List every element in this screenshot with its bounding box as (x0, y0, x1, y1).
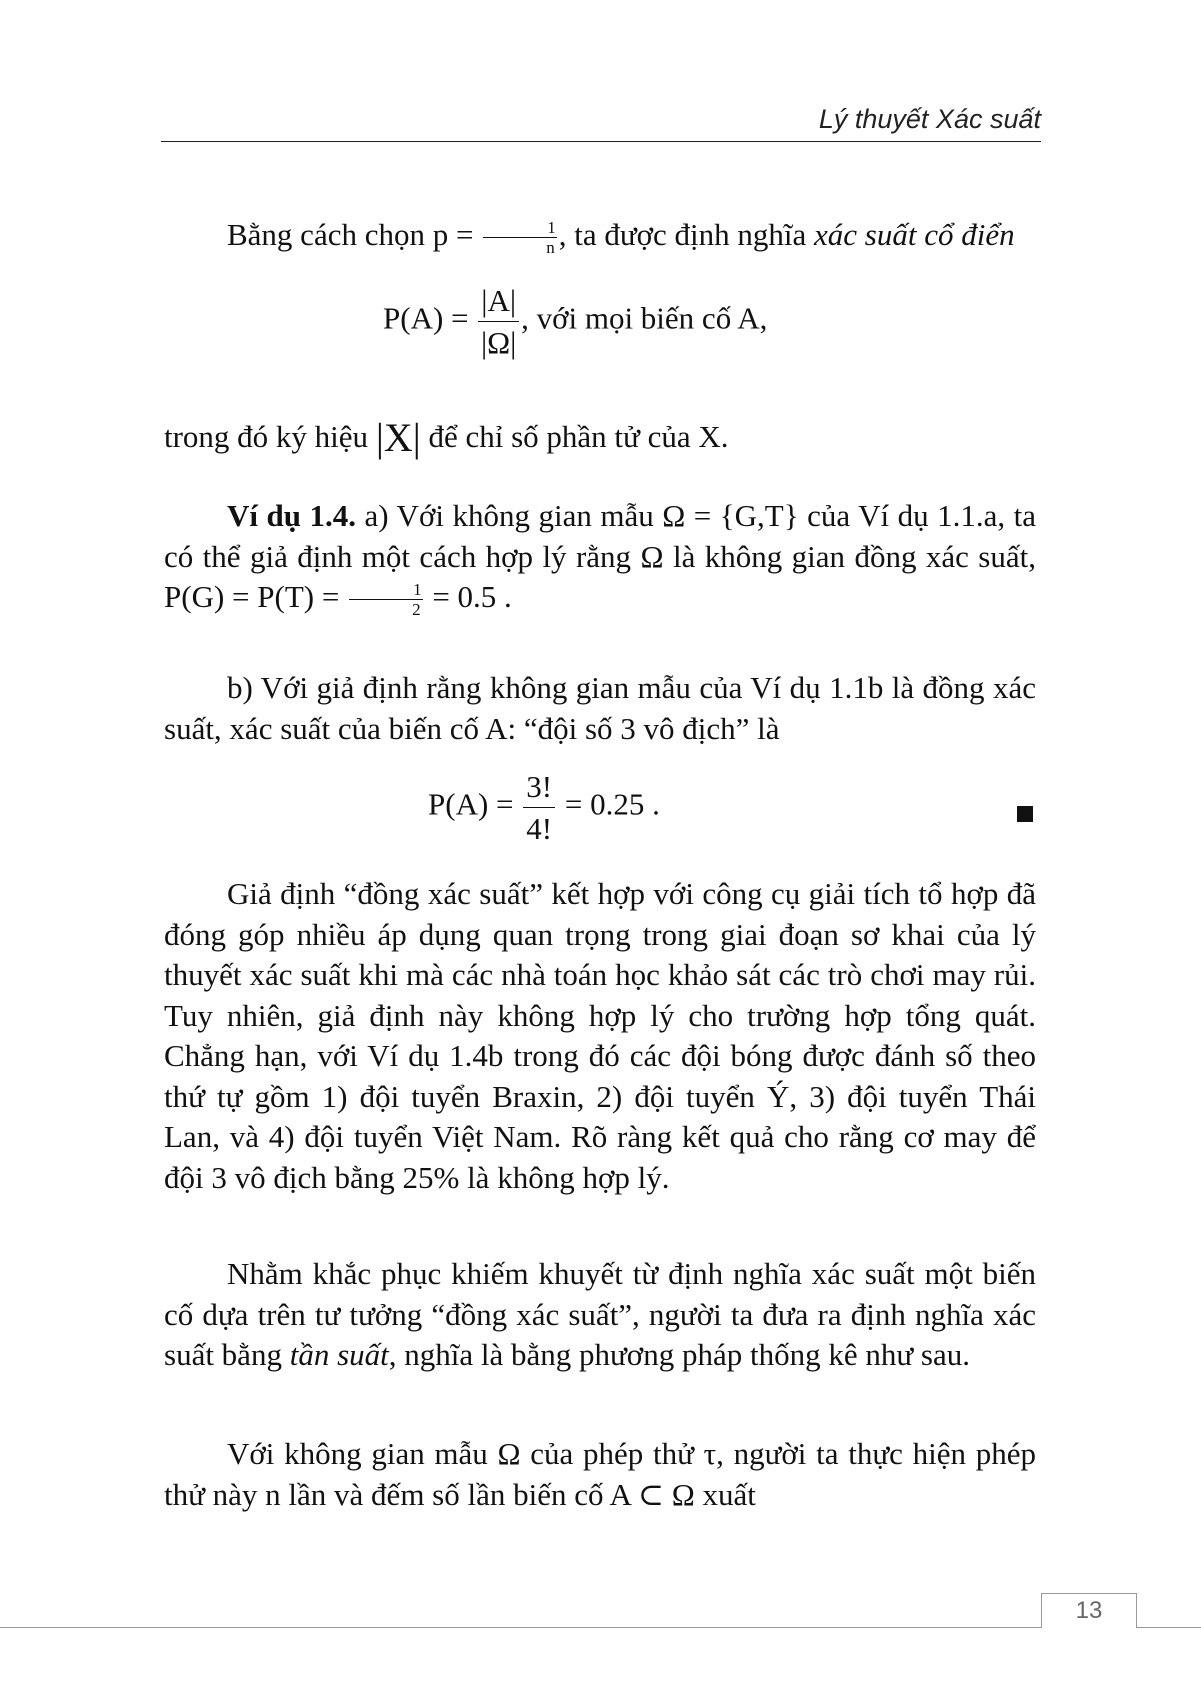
example-label: Ví dụ 1.4. (227, 498, 357, 533)
page-number: 13 (1041, 1593, 1137, 1628)
text: , ta được định nghĩa (558, 217, 815, 252)
text: trong đó ký hiệu (164, 419, 376, 454)
paragraph-notation (164, 417, 1036, 459)
fraction-denominator: |Ω| (480, 325, 517, 360)
text: xuất (694, 1476, 756, 1512)
footer-rule-right (1137, 1627, 1201, 1628)
formula-factorial-ratio (428, 771, 660, 844)
paragraph-frequency-definition (164, 1254, 1036, 1376)
symbol-omega: Ω (497, 1436, 521, 1471)
text: a) Với không gian mẫu (356, 498, 663, 533)
paragraph-equal-probability-critique: Giả định “đồng xác suất” kết hợp với công cụ giải tích tổ hợp đã đóng góp nhiều áp dụng quan trọng trong giai đoạn sơ khai của lý thuyết xác suất khi mà các nhà toán học khảo sát các trò chơi may rủi. Tuy nhiên, giả định này không hợp lý cho trường hợp tổng quát. Chẳng hạn, với Ví dụ 1.4b trong đó các đội bóng được đánh số theo thứ tự gồm 1) đội tuyển Braxin, 2) đội tuyển Ý, 3) đội tuyển Thái Lan, và 4) đội tuyển Việt Nam. Rõ ràng kết quả cho rằng cơ may để đội 3 vô địch bằng 25% là không hợp lý. (164, 876, 1036, 1195)
text: là không gian đồng xác suất, (663, 538, 1036, 574)
fraction-3-factorial-over-4-factorial (523, 771, 555, 844)
paragraph-example-1-4-b: b) Với giả định rằng không gian mẫu của Ví dụ 1.1b là đồng xác suất, xác suất của biến cố A: “đội số 3 vô địch” là (164, 670, 1036, 746)
formula-rhs: = 0.25 . (557, 786, 660, 822)
symbol-omega: Ω (640, 538, 664, 574)
fraction-denominator: 2 (412, 600, 421, 620)
cardinality-symbol: |X| (375, 415, 421, 460)
text: Bằng cách chọn (227, 217, 433, 252)
fraction-denominator: 4! (526, 811, 553, 846)
text: của phép thử (520, 1436, 704, 1471)
fraction-numerator: 1 (349, 581, 423, 600)
italic-term-classical-probability: xác suất cổ điển (814, 217, 1015, 252)
paragraph-sample-space-trials (164, 1434, 1036, 1515)
formula-prob-eq: P(G) = P(T) = (164, 579, 348, 614)
paragraph-example-1-4-a (164, 496, 1036, 618)
fraction-numerator: 1 (483, 219, 557, 238)
formula-omega-set: Ω = {G,T} (662, 498, 799, 533)
formula-classical-probability (383, 285, 767, 358)
fraction-a-over-omega (478, 285, 519, 358)
text: Với không gian mẫu (227, 1436, 498, 1471)
formula-subset: A ⊂ Ω (609, 1476, 695, 1512)
formula-prob-value: = 0.5 . (424, 579, 512, 614)
fraction-one-over-n (483, 219, 557, 256)
formula-suffix: , với mọi biến cố A, (521, 300, 768, 336)
formula-lhs: P(A) = (428, 786, 522, 822)
fraction-one-half (349, 581, 423, 618)
header-rule (161, 141, 1041, 142)
running-header-title: Lý thuyết Xác suất (818, 104, 1041, 134)
formula-p-lhs: p = (432, 217, 482, 252)
fraction-numerator: |A| (478, 285, 519, 322)
paragraph-classical-definition (164, 215, 1036, 256)
footer-rule-left (0, 1627, 1041, 1628)
symbol-tau: τ (703, 1436, 717, 1471)
fraction-numerator: 3! (523, 771, 555, 808)
text: của Ví dụ 1.1.a, ta có thể giả định một cách hợp lý rằng (164, 498, 1036, 574)
formula-lhs: P(A) = (383, 300, 477, 336)
text: , nghĩa là bằng phương pháp thống kê như sau. (388, 1337, 970, 1372)
text: để chỉ số phần tử của X. (420, 419, 729, 454)
text: Nhằm khắc phục khiếm khuyết từ định nghĩa xác suất một biến cố dựa trên tư tưởng “đồng xác suất”, người ta đưa ra định nghĩa xác suất bằng (164, 1256, 1036, 1372)
text: , người ta thực hiện phép thử này n lần và đếm số lần biến cố (164, 1436, 1036, 1512)
italic-term-frequency: tần suất (289, 1337, 389, 1372)
end-of-proof-square-icon (1017, 806, 1033, 822)
fraction-denominator: n (546, 238, 555, 258)
